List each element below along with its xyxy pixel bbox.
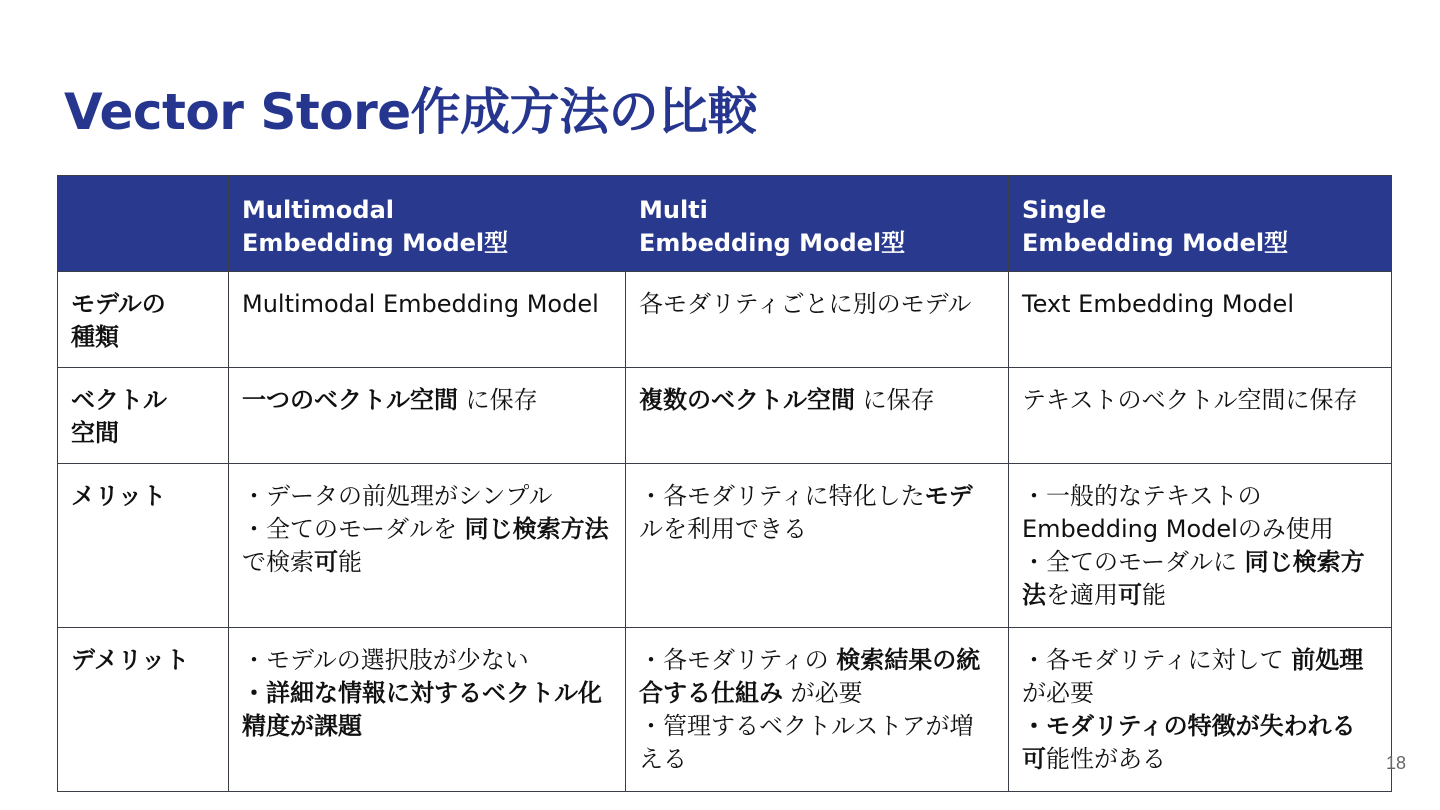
- cell-vector-space-multimodal-rest: に保存: [458, 386, 538, 414]
- merit-multimodal-item2-post: 能: [338, 548, 362, 576]
- cell-merit-multimodal: [229, 464, 626, 628]
- merit-single-item1: ・一般的なテキストの Embedding Modelのみ使用: [1022, 482, 1334, 543]
- cell-vector-space-multi: [626, 368, 1009, 464]
- cell-vector-space-multimodal-bold: 一つのベクトル空間: [242, 386, 458, 414]
- demerit-single-item1-pre: ・各モダリティに対して: [1022, 646, 1292, 674]
- cell-demerit-single: [1009, 628, 1392, 792]
- merit-multimodal-item2: [242, 513, 613, 579]
- row-label-model-type-line1: モデルの: [71, 290, 166, 318]
- header-single-line2: Embedding Model型: [1022, 229, 1289, 257]
- table-header-row: [58, 176, 1392, 272]
- slide-title: Vector Store作成方法の比較: [64, 83, 758, 141]
- demerit-multimodal-item2: ・詳細な情報に対するベクトル化精度が課題: [242, 679, 602, 740]
- cell-vector-space-single: テキストのベクトル空間に保存: [1009, 368, 1392, 464]
- demerit-single-item2-post: 能性がある: [1046, 745, 1166, 773]
- cell-vector-space-multi-rest: に保存: [855, 386, 935, 414]
- table-row-demerit: [58, 628, 1392, 792]
- row-label-model-type: [58, 272, 229, 368]
- demerit-single-item2: [1022, 710, 1379, 776]
- header-multimodal-line2: Embedding Model型: [242, 229, 509, 257]
- merit-multimodal-item2-pre: ・全てのモーダルを: [242, 515, 465, 543]
- row-label-vector-space-line2: 空間: [71, 419, 119, 447]
- header-multi-line1: Multi: [639, 196, 708, 224]
- merit-single-item2-bold: 同じ検索方法: [1022, 548, 1365, 609]
- demerit-single-item1-post: が必要: [1022, 679, 1094, 707]
- demerit-multimodal-item1: ・モデルの選択肢が少ない: [242, 646, 529, 674]
- row-label-merit: メリット: [58, 464, 229, 628]
- row-label-vector-space-line1: ベクトル: [71, 386, 167, 414]
- cell-merit-single: [1009, 464, 1392, 628]
- cell-model-type-multi: 各モダリティごとに別のモデル: [626, 272, 1009, 368]
- demerit-multi-item1-post: が必要: [783, 679, 863, 707]
- demerit-single-item1-bold: 前処理: [1291, 646, 1364, 674]
- cell-merit-multi: [626, 464, 1009, 628]
- cell-demerit-multimodal: [229, 628, 626, 792]
- merit-single-item2-post: 能: [1142, 581, 1166, 609]
- merit-multimodal-item2-mid: で検索: [242, 548, 314, 576]
- cell-vector-space-multi-bold: 複数のベクトル空間: [639, 386, 855, 414]
- header-multi: [626, 176, 1009, 272]
- merit-multi-item1-post: ルを利用できる: [639, 515, 807, 543]
- page-number: 18: [1385, 753, 1406, 773]
- header-multimodal: [229, 176, 626, 272]
- merit-single-item2-bold2: 可: [1118, 581, 1142, 609]
- comparison-table: [57, 175, 1392, 792]
- cell-vector-space-multimodal: [229, 368, 626, 464]
- demerit-multi-item1-pre: ・各モダリティの: [639, 646, 837, 674]
- merit-multi-item1-bold: モデ: [924, 482, 973, 510]
- cell-model-type-multimodal: Multimodal Embedding Model: [229, 272, 626, 368]
- demerit-multi-item1: [639, 644, 996, 710]
- merit-single-item2-pre: ・全てのモーダルに: [1022, 548, 1245, 576]
- merit-single-item2-mid: を適用: [1046, 581, 1118, 609]
- demerit-multi-item1-bold: 検索結果の統合する仕組み: [639, 646, 981, 707]
- merit-multimodal-item2-bold2: 可: [314, 548, 338, 576]
- cell-model-type-single: Text Embedding Model: [1009, 272, 1392, 368]
- row-label-vector-space: [58, 368, 229, 464]
- demerit-multi-item2: ・管理するベクトルストアが増える: [639, 712, 974, 773]
- demerit-single-item2-bold2: 可: [1022, 745, 1046, 773]
- merit-multi-item1-pre: ・各モダリティに特化した: [639, 482, 925, 510]
- row-label-model-type-line2: 種類: [71, 323, 119, 351]
- header-multi-line2: Embedding Model型: [639, 229, 906, 257]
- header-single-line1: Single: [1022, 196, 1107, 224]
- table-row-model-type: [58, 272, 1392, 368]
- header-corner-cell: [58, 176, 229, 272]
- row-label-demerit: デメリット: [58, 628, 229, 792]
- merit-multimodal-item1: ・データの前処理がシンプル: [242, 482, 553, 510]
- cell-demerit-multi: [626, 628, 1009, 792]
- table-row-merit: [58, 464, 1392, 628]
- header-single: [1009, 176, 1392, 272]
- demerit-single-item2-bold: ・モダリティの特徴が失われる: [1022, 712, 1356, 740]
- demerit-single-item1: [1022, 644, 1379, 710]
- header-multimodal-line1: Multimodal: [242, 196, 394, 224]
- merit-single-item2: [1022, 546, 1379, 612]
- table-row-vector-space: [58, 368, 1392, 464]
- merit-multimodal-item2-bold: 同じ検索方法: [464, 515, 609, 543]
